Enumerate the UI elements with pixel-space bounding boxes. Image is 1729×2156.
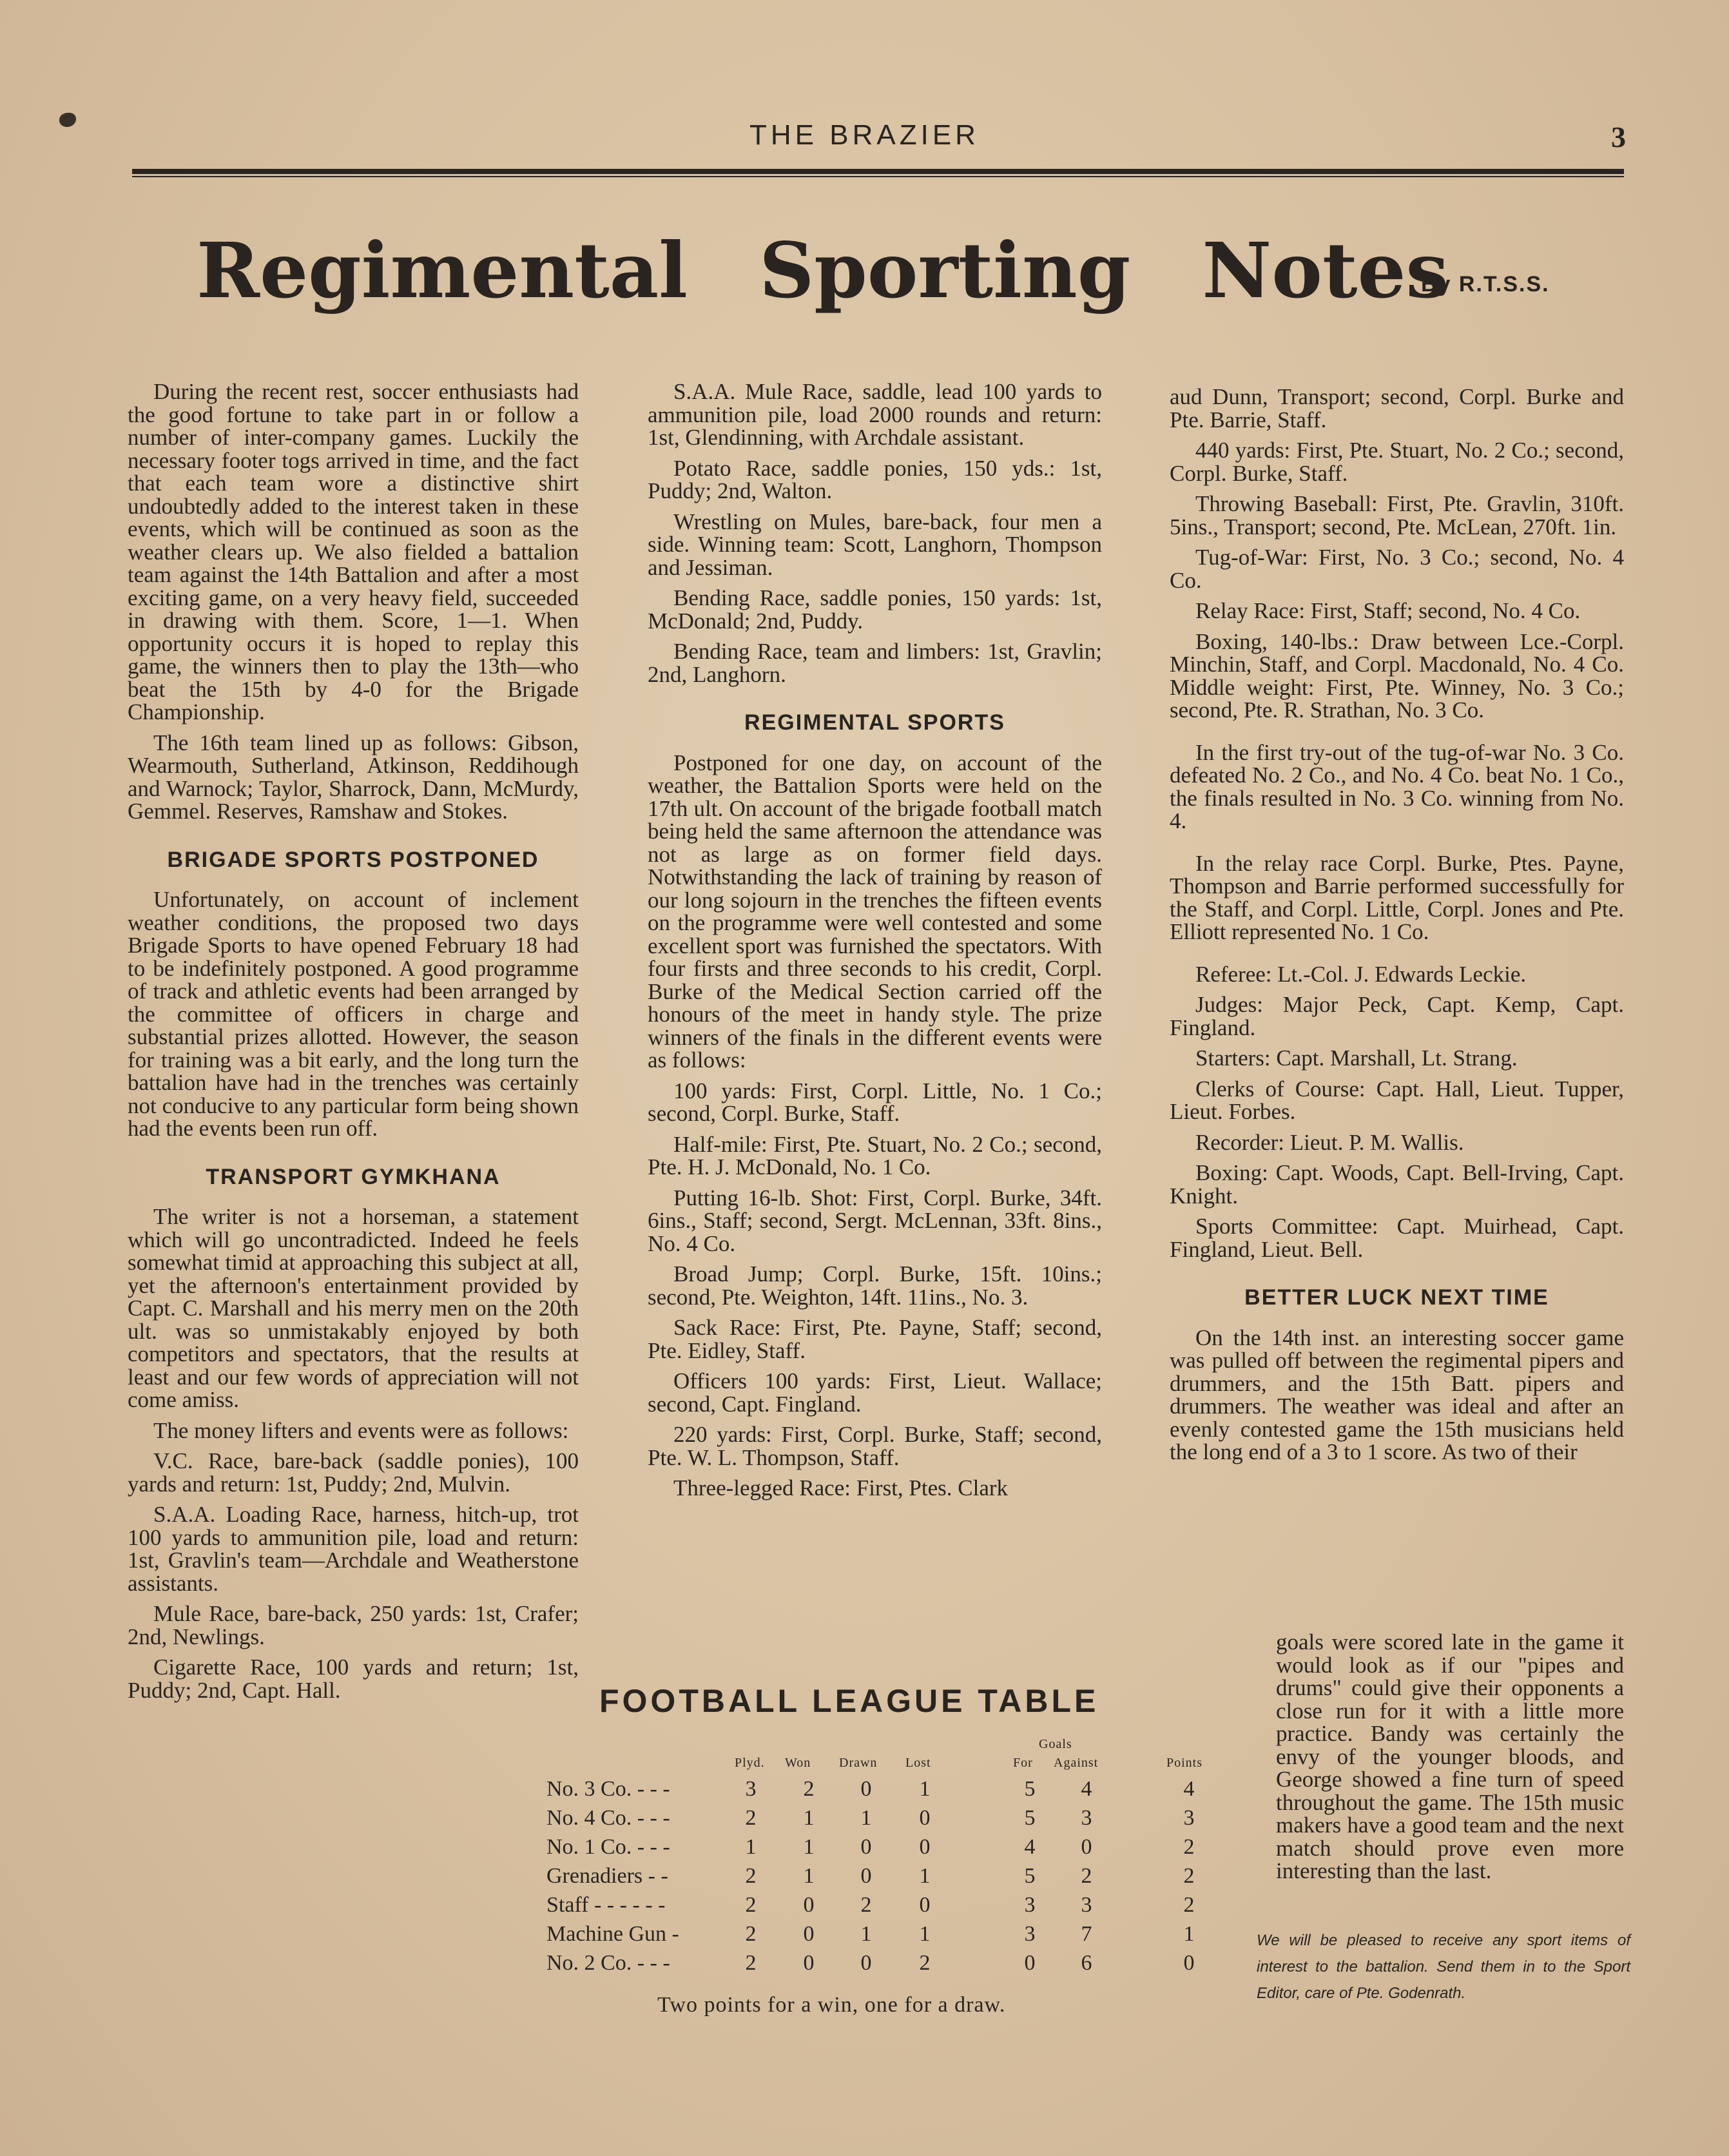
- table-row: [0, 1893, 1729, 1921]
- paragraph: Relay Race: First, Staff; second, No. 4 Co.: [1195, 598, 1581, 623]
- cell-drawn: 0: [860, 1951, 872, 1975]
- paragraph: Sack Race: First, Pte. Payne, Staff; second, Pte. Eidley, Staff.: [648, 1315, 1102, 1363]
- paragraph: Half-mile: First, Pte. Stuart, No. 2 Co.; second, Pte. H. J. McDonald, No. 1 Co.: [648, 1131, 1102, 1180]
- paragraph: The writer is not a horseman, a statement which will go uncontradicted. Indeed he feels somewhat timid at approaching this subject at all, yet the afternoon's entertainment provided by Capt. C. Marshall and his merry men on the 20th ult. was so unmistakably enjoyed by both competitors and spectators, that the results at least and our few words of appreciation will not come amiss.: [128, 1204, 579, 1412]
- paragraph: In the relay race Corpl. Burke, Ptes. Payne, Thompson and Barrie performed successfully for the Staff, and Corpl. Little, Corpl. Jones and Pte. Elliott represented No. 1 Co.: [1170, 850, 1624, 944]
- cell-drawn: 0: [860, 1777, 872, 1801]
- table-row: [0, 1922, 1729, 1950]
- paragraph: The 16th team lined up as follows: Gibson, Wearmouth, Sutherland, Atkinson, Reddihough and Warnock; Taylor, Sharrock, Dann, McMurdy, Gemmel. Reserves, Ramshaw and Stokes.: [128, 730, 579, 824]
- section-heading: BRIGADE SPORTS POSTPONED: [167, 847, 539, 872]
- cell-for: 3: [1024, 1922, 1036, 1946]
- table-row: [0, 1777, 1729, 1805]
- section-heading: REGIMENTAL SPORTS: [744, 710, 1005, 735]
- goals-header: Goals: [1039, 1737, 1072, 1751]
- cell-lost: 0: [919, 1893, 931, 1917]
- table-row: [0, 1835, 1729, 1863]
- cell-won: 1: [803, 1864, 815, 1888]
- paragraph: V.C. Race, bare-back (saddle ponies), 100 yards and return: 1st, Puddy; 2nd, Mulvin.: [128, 1448, 579, 1497]
- paragraph: Boxing, 140-lbs.: Draw between Lce.-Corpl. Minchin, Staff, and Corpl. Macdonald, No. 4 Co. Middle weight: First, Pte. Winney, No. 3 Co.; second, Pte. R. Strathan, No. 3 Co.: [1170, 628, 1624, 723]
- header-for: For: [1013, 1756, 1033, 1770]
- paragraph: 220 yards: First, Corpl. Burke, Staff; second, Pte. W. L. Thompson, Staff.: [648, 1422, 1102, 1470]
- cell-against: 7: [1081, 1922, 1092, 1946]
- header-points: Points: [1166, 1756, 1203, 1770]
- paragraph: Starters: Capt. Marshall, Lt. Strang.: [1195, 1045, 1518, 1071]
- paragraph: 440 yards: First, Pte. Stuart, No. 2 Co.; second, Corpl. Burke, Staff.: [1170, 438, 1624, 486]
- paragraph: Judges: Major Peck, Capt. Kemp, Capt. Fingland.: [1170, 992, 1624, 1040]
- paragraph: Putting 16-lb. Shot: First, Corpl. Burke, 34ft. 6ins., Staff; second, Sergt. McLennan, 33ft. 8ins., No. 4 Co.: [648, 1185, 1102, 1256]
- team-name: Staff - - - - - -: [546, 1893, 666, 1917]
- header-rule: [132, 169, 1624, 174]
- cell-played: 2: [745, 1951, 757, 1975]
- cell-for: 5: [1024, 1777, 1036, 1801]
- paragraph: Postponed for one day, on account of the weather, the Battalion Sports were held on the 17th ult. On account of the brigade football match being held the same afternoon the attendance was not as large as on former field days. Notwithstanding the lack of training by reason of our long sojourn in the trenches the fifteen events on the programme were well contested and some excellent sport was furnished the spectators. With four firsts and three seconds to his credit, Corpl. Burke of the Medical Section carried off the honours of the meet in handy style. The prize winners of the finals in the different events were as follows:: [648, 750, 1102, 1073]
- article-byline: By R.T.S.S.: [1421, 272, 1550, 296]
- cell-drawn: 1: [860, 1922, 872, 1946]
- team-name: No. 3 Co. - - -: [546, 1777, 670, 1801]
- header-won: Won: [785, 1756, 811, 1770]
- paragraph: Wrestling on Mules, bare-back, four men a side. Winning team: Scott, Langhorn, Thompson and Jessiman.: [648, 509, 1102, 580]
- paragraph: Sports Committee: Capt. Muirhead, Capt. Fingland, Lieut. Bell.: [1170, 1214, 1624, 1262]
- paragraph: Tug-of-War: First, No. 3 Co.; second, No. 4 Co.: [1170, 545, 1624, 593]
- cell-for: 5: [1024, 1864, 1036, 1888]
- cell-for: 5: [1024, 1806, 1036, 1830]
- header-against: Against: [1054, 1756, 1099, 1770]
- cell-against: 3: [1081, 1893, 1092, 1917]
- cell-lost: 0: [919, 1835, 931, 1859]
- paragraph: Officers 100 yards: First, Lieut. Wallace; second, Capt. Fingland.: [648, 1368, 1102, 1417]
- cell-points: 3: [1183, 1806, 1195, 1830]
- paragraph: Unfortunately, on account of inclement weather conditions, the proposed two days Brigade Sports to have opened February 18 had to be indefinitely postponed. A good programme of track and athletic events had been arranged by the committee of officers in charge and substantial prizes allotted. However, the season for training was a bit early, and the long turn the battalion have had in the trenches was certainly not conducive to any particular form being shown had the events been run off.: [128, 887, 579, 1141]
- cell-points: 2: [1183, 1864, 1195, 1888]
- cell-played: 2: [745, 1864, 757, 1888]
- paragraph: Three-legged Race: First, Ptes. Clark: [673, 1475, 1009, 1500]
- table-row: [0, 1806, 1729, 1834]
- paragraph: Broad Jump; Corpl. Burke, 15ft. 10ins.; second, Pte. Weighton, 14ft. 11ins., No. 3.: [648, 1261, 1102, 1310]
- team-name: No. 1 Co. - - -: [546, 1835, 670, 1859]
- cell-for: 3: [1024, 1893, 1036, 1917]
- cell-drawn: 0: [860, 1835, 872, 1859]
- paragraph: Cigarette Race, 100 yards and return; 1st, Puddy; 2nd, Capt. Hall.: [128, 1655, 579, 1703]
- paragraph: Bending Race, saddle ponies, 150 yards: 1st, McDonald; 2nd, Puddy.: [648, 585, 1102, 634]
- cell-won: 1: [803, 1835, 815, 1859]
- header-drawn: Drawn: [839, 1756, 878, 1770]
- cell-won: 0: [803, 1951, 815, 1975]
- paragraph: 100 yards: First, Corpl. Little, No. 1 Co.; second, Corpl. Burke, Staff.: [648, 1078, 1102, 1126]
- page-number: 3: [1611, 121, 1626, 153]
- paragraph: The money lifters and events were as follows:: [153, 1417, 569, 1443]
- league-note: Two points for a win, one for a draw.: [657, 1993, 1006, 2017]
- article-title: Regimental Sporting Notes: [197, 226, 1449, 315]
- paragraph: Recorder: Lieut. P. M. Wallis.: [1195, 1129, 1464, 1155]
- paragraph: Throwing Baseball: First, Pte. Gravlin, 310ft. 5ins., Transport; second, Pte. McLean, 270ft. 1in.: [1170, 491, 1624, 539]
- cell-against: 3: [1081, 1806, 1092, 1830]
- paragraph: goals were scored late in the game it would look as if our "pipes and drums" could give their opponents a close run for it with a little more practice. Bandy was certainly the envy of the younger bloods, and George showed a fine turn of speed throughout the game. The 15th music makers have a good team and the next match should prove even more interesting than the last.: [1276, 1629, 1624, 1883]
- column-middle: [648, 380, 1102, 1508]
- cell-lost: 1: [919, 1864, 931, 1888]
- editor-note: We will be pleased to receive any sport items of interest to the battalion. Send them in to the Sport Editor, care of Pte. Godenrath.: [1257, 1932, 1630, 2002]
- paragraph: Referee: Lt.-Col. J. Edwards Leckie.: [1195, 961, 1527, 987]
- column-right: [1170, 385, 1624, 1471]
- cell-drawn: 0: [860, 1864, 872, 1888]
- section-heading: BETTER LUCK NEXT TIME: [1244, 1285, 1549, 1310]
- paragraph: S.A.A. Mule Race, saddle, lead 100 yards to ammunition pile, load 2000 rounds and return: 1st, Glendinning, with Archdale assistant.: [648, 379, 1102, 450]
- cell-played: 2: [745, 1922, 757, 1946]
- cell-played: 1: [745, 1835, 757, 1859]
- table-row: [0, 1951, 1729, 1979]
- paragraph: In the first try-out of the tug-of-war No. 3 Co. defeated No. 2 Co., and No. 4 Co. beat No. 1 Co., the finals resulted in No. 3 Co. winning from No. 4.: [1170, 739, 1624, 833]
- cell-lost: 2: [919, 1951, 931, 1975]
- paragraph: On the 14th inst. an interesting soccer game was pulled off between the regimental pipers and drummers, and the 15th Batt. pipers and drummers. The weather was ideal and after an evenly contested game the 15th musicians held the long end of a 3 to 1 score. As two of their: [1170, 1325, 1624, 1464]
- cell-lost: 1: [919, 1922, 931, 1946]
- cell-played: 2: [745, 1893, 757, 1917]
- team-name: No. 4 Co. - - -: [546, 1806, 670, 1830]
- cell-against: 4: [1081, 1777, 1092, 1801]
- cell-points: 1: [1183, 1922, 1195, 1946]
- section-heading: TRANSPORT GYMKHANA: [206, 1164, 501, 1189]
- cell-points: 0: [1183, 1951, 1195, 1975]
- team-name: Machine Gun -: [546, 1922, 679, 1946]
- cell-drawn: 2: [860, 1893, 872, 1917]
- publication-title: THE BRAZIER: [749, 119, 980, 151]
- header-played: Plyd.: [735, 1756, 765, 1770]
- cell-lost: 1: [919, 1777, 931, 1801]
- league-table-title: FOOTBALL LEAGUE TABLE: [599, 1683, 1099, 1719]
- cell-against: 6: [1081, 1951, 1092, 1975]
- team-name: Grenadiers - -: [546, 1864, 668, 1888]
- cell-won: 2: [803, 1777, 815, 1801]
- paragraph: Potato Race, saddle ponies, 150 yds.: 1st, Puddy; 2nd, Walton.: [648, 455, 1102, 503]
- paragraph: During the recent rest, soccer enthusiasts had the good fortune to take part in or follow a number of inter-company games. Luckily the necessary footer togs arrived in time, and the fact that each team wore a distinctive shirt undoubtedly added to the interest taken in these events, which will be continued as soon as the weather clears up. We also fielded a battalion team against the 14th Battalion and after a most exciting game, on a very heavy field, succeeded in drawing with them. Score, 1—1. When opportunity occurs it is hoped to replay this game, the winners then to play the 13th—who beat the 15th by 4-0 for the Brigade Championship.: [128, 379, 579, 724]
- cell-points: 2: [1183, 1835, 1195, 1859]
- cell-against: 2: [1081, 1864, 1092, 1888]
- team-name: No. 2 Co. - - -: [546, 1951, 670, 1975]
- header-rule-thin: [132, 176, 1624, 177]
- table-row: [0, 1864, 1729, 1892]
- paragraph: Mule Race, bare-back, 250 yards: 1st, Crafer; 2nd, Newlings.: [128, 1601, 579, 1649]
- cell-won: 0: [803, 1922, 815, 1946]
- paragraph: aud Dunn, Transport; second, Corpl. Burke and Pte. Barrie, Staff.: [1170, 384, 1624, 432]
- cell-played: 3: [745, 1777, 757, 1801]
- cell-for: 4: [1024, 1835, 1036, 1859]
- cell-lost: 0: [919, 1806, 931, 1830]
- cell-played: 2: [745, 1806, 757, 1830]
- paragraph: Boxing: Capt. Woods, Capt. Bell-Irving, Capt. Knight.: [1170, 1160, 1624, 1209]
- cell-against: 0: [1081, 1835, 1092, 1859]
- cell-won: 1: [803, 1806, 815, 1830]
- cell-drawn: 1: [860, 1806, 872, 1830]
- paragraph: Bending Race, team and limbers: 1st, Gravlin; 2nd, Langhorn.: [648, 639, 1102, 687]
- cell-points: 4: [1183, 1777, 1195, 1801]
- header-lost: Lost: [905, 1756, 931, 1770]
- cell-won: 0: [803, 1893, 815, 1917]
- cell-points: 2: [1183, 1893, 1195, 1917]
- paragraph: S.A.A. Loading Race, harness, hitch-up, trot 100 yards to ammunition pile, load and return: 1st, Gravlin's team—Archdale and Weatherstone assistants.: [128, 1502, 579, 1596]
- paragraph: Clerks of Course: Capt. Hall, Lieut. Tupper, Lieut. Forbes.: [1170, 1076, 1624, 1124]
- column-left: [128, 380, 579, 1709]
- cell-for: 0: [1024, 1951, 1036, 1975]
